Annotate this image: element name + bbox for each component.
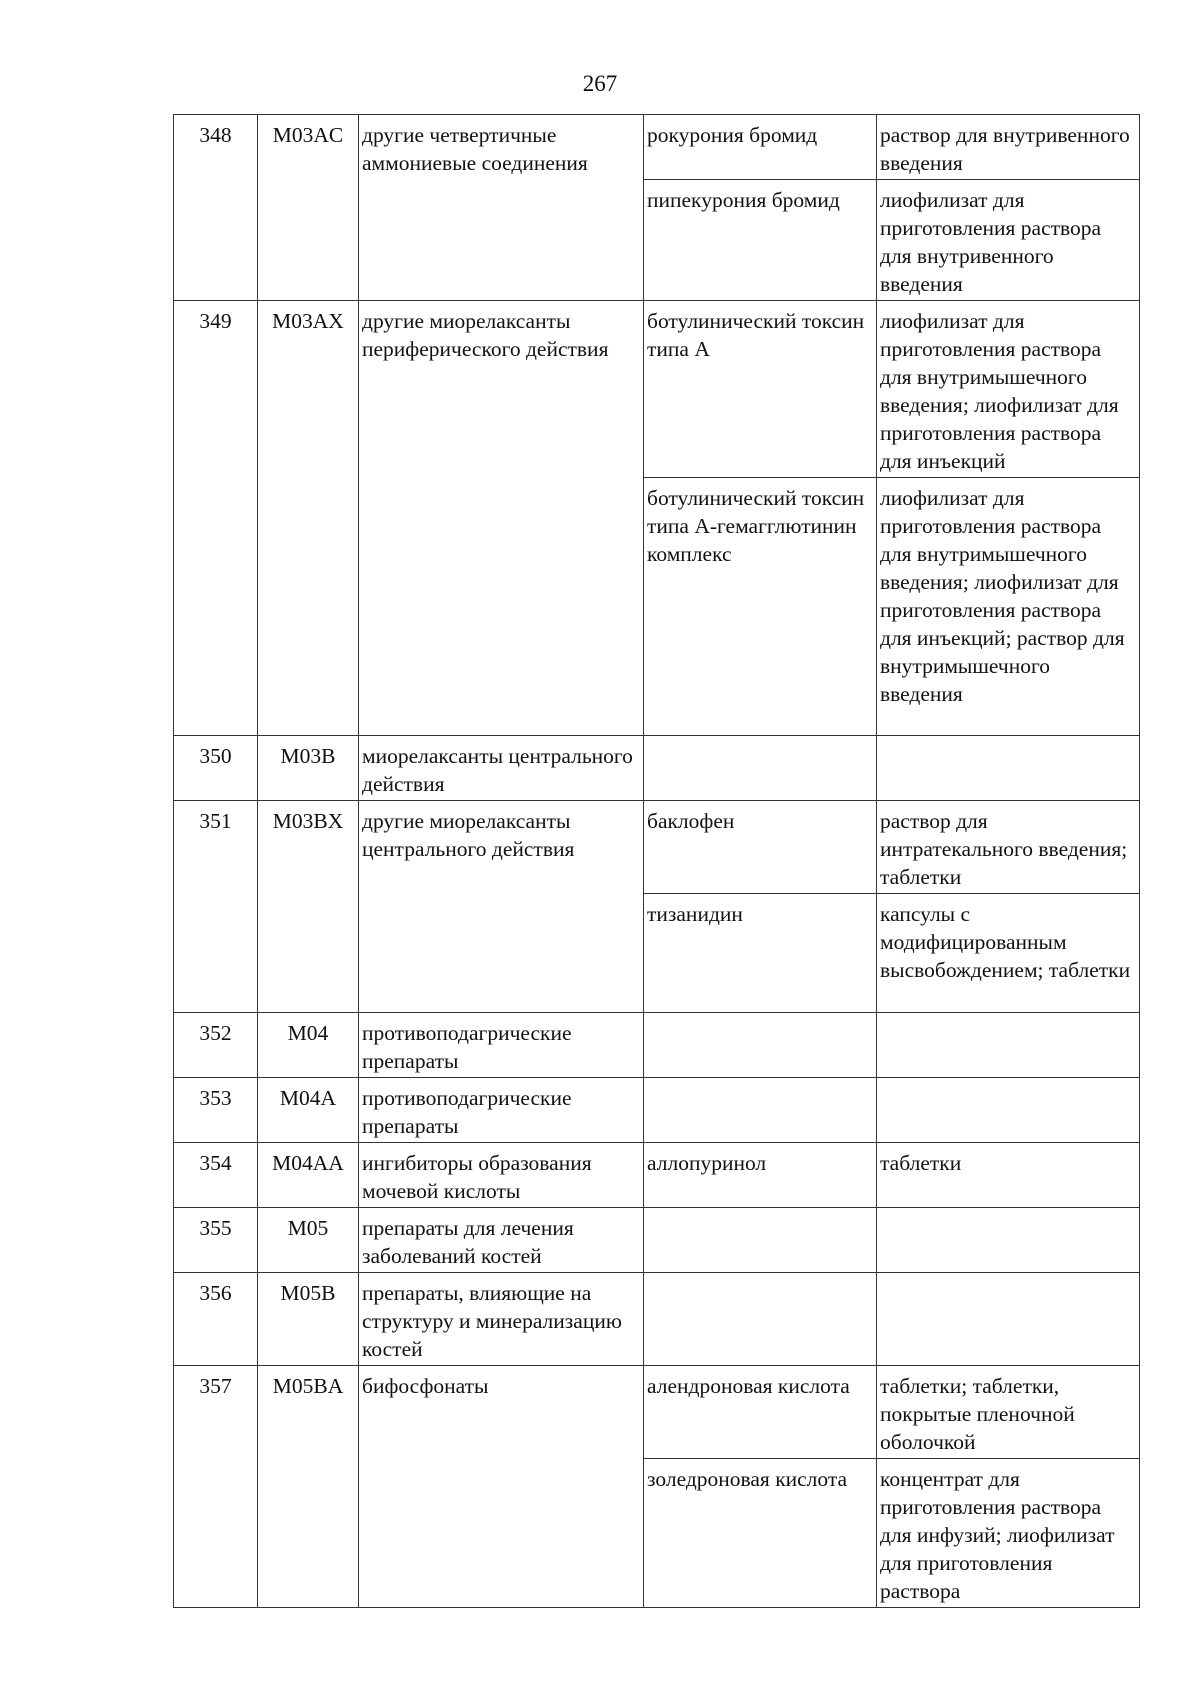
atc-code: M04 [258, 1013, 359, 1078]
drug-name [644, 736, 877, 801]
group-name: другие четвертичные аммониевые соединения [359, 115, 644, 301]
drug-name: пипекурония бромид [644, 180, 877, 301]
dosage-form [877, 1273, 1140, 1366]
row-number: 351 [174, 801, 258, 1013]
table-row [174, 801, 1140, 894]
group-name: ингибиторы образования мочевой кислоты [359, 1143, 644, 1208]
drug-name: алендроновая кислота [644, 1366, 877, 1459]
drug-name: золедроновая кислота [644, 1459, 877, 1608]
group-name: препараты, влияющие на структуру и минерализацию костей [359, 1273, 644, 1366]
drug-name: ботулинический токсин типа А-гемагглютинин комплекс [644, 478, 877, 736]
table-row [174, 1078, 1140, 1143]
drug-name [644, 1208, 877, 1273]
row-number: 348 [174, 115, 258, 301]
row-number: 354 [174, 1143, 258, 1208]
drug-name [644, 1013, 877, 1078]
table-body [174, 115, 1140, 1608]
atc-code: M05B [258, 1273, 359, 1366]
row-number: 353 [174, 1078, 258, 1143]
drug-name [644, 1078, 877, 1143]
atc-code: M04AA [258, 1143, 359, 1208]
drug-name: ботулинический токсин типа А [644, 301, 877, 478]
table-row [174, 1273, 1140, 1366]
dosage-form: капсулы с модифицированным высвобождением; таблетки [877, 894, 1140, 1013]
atc-code: M03AC [258, 115, 359, 301]
atc-code: M03BX [258, 801, 359, 1013]
table-row [174, 1208, 1140, 1273]
table-row [174, 1366, 1140, 1459]
group-name: другие миорелаксанты центрального действия [359, 801, 644, 1013]
group-name: противоподагрические препараты [359, 1013, 644, 1078]
drug-name [644, 1273, 877, 1366]
row-number: 352 [174, 1013, 258, 1078]
dosage-form [877, 736, 1140, 801]
dosage-form [877, 1013, 1140, 1078]
medication-table [173, 114, 1140, 1608]
atc-code: M03B [258, 736, 359, 801]
drug-name: баклофен [644, 801, 877, 894]
dosage-form: таблетки [877, 1143, 1140, 1208]
dosage-form: раствор для интратекального введения; таблетки [877, 801, 1140, 894]
row-number: 355 [174, 1208, 258, 1273]
dosage-form: таблетки; таблетки, покрытые пленочной оболочкой [877, 1366, 1140, 1459]
row-number: 350 [174, 736, 258, 801]
dosage-form: раствор для внутривенного введения [877, 115, 1140, 180]
dosage-form [877, 1078, 1140, 1143]
row-number: 349 [174, 301, 258, 736]
group-name: препараты для лечения заболеваний костей [359, 1208, 644, 1273]
atc-code: M05BA [258, 1366, 359, 1608]
drug-name: тизанидин [644, 894, 877, 1013]
drug-name: рокурония бромид [644, 115, 877, 180]
dosage-form [877, 1208, 1140, 1273]
table-row [174, 736, 1140, 801]
atc-code: M04A [258, 1078, 359, 1143]
group-name: миорелаксанты центрального действия [359, 736, 644, 801]
table-row [174, 1143, 1140, 1208]
group-name: противоподагрические препараты [359, 1078, 644, 1143]
table-row [174, 115, 1140, 180]
row-number: 357 [174, 1366, 258, 1608]
atc-code: M05 [258, 1208, 359, 1273]
table-row [174, 1013, 1140, 1078]
dosage-form: лиофилизат для приготовления раствора для внутривенного введения [877, 180, 1140, 301]
dosage-form: лиофилизат для приготовления раствора для внутримышечного введения; лиофилизат для приготовления раствора для инъекций; раствор для внутримышечного введения [877, 478, 1140, 736]
row-number: 356 [174, 1273, 258, 1366]
dosage-form: лиофилизат для приготовления раствора для внутримышечного введения; лиофилизат для приготовления раствора для инъекций [877, 301, 1140, 478]
page-number: 267 [582, 71, 618, 96]
group-name: бифосфонаты [359, 1366, 644, 1608]
drug-name: аллопуринол [644, 1143, 877, 1208]
atc-code: M03AX [258, 301, 359, 736]
group-name: другие миорелаксанты периферического действия [359, 301, 644, 736]
table-row [174, 301, 1140, 478]
dosage-form: концентрат для приготовления раствора для инфузий; лиофилизат для приготовления раствора [877, 1459, 1140, 1608]
